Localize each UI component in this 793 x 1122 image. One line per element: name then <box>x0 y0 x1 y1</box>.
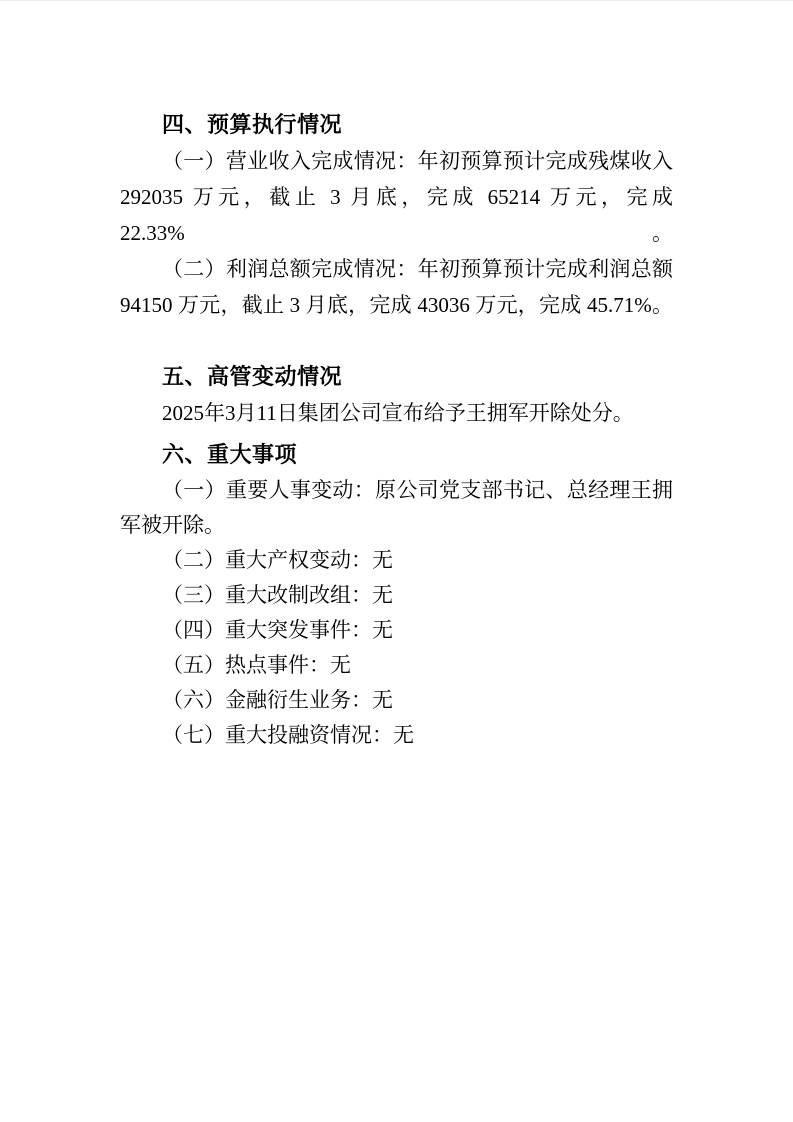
list-item-property-change: （二）重大产权变动：无 <box>162 548 393 572</box>
paragraph-line: 94150 万元，截止 3 月底，完成 43036 万元，完成 45.71%。 <box>120 293 673 317</box>
paragraph-revenue-completion <box>120 143 673 251</box>
list-item-investment-financing: （七）重大投融资情况：无 <box>162 723 414 747</box>
section-major-events <box>120 437 673 753</box>
paragraph-line: （二）利润总额完成情况：年初预算预计完成利润总额 <box>162 257 673 281</box>
paragraph-line: 2025年3月11日集团公司宣布给予王拥军开除处分。 <box>162 401 634 425</box>
paragraph-profit-completion <box>120 251 673 323</box>
list-item-restructuring: （三）重大改制改组：无 <box>162 583 393 607</box>
document-content <box>120 107 673 753</box>
paragraph-line: 军被开除。 <box>120 513 225 537</box>
paragraph-line: （一）营业收入完成情况：年初预算预计完成残煤收入 <box>162 149 673 173</box>
section-heading-executive-changes: 五、高管变动情况 <box>162 364 343 389</box>
section-budget-execution <box>120 107 673 323</box>
section-heading-major-events: 六、重大事项 <box>162 442 298 467</box>
list-item-emergencies: （四）重大突发事件：无 <box>162 618 393 642</box>
paragraph-line: （一）重要人事变动：原公司党支部书记、总经理王拥 <box>162 478 673 502</box>
section-executive-changes <box>120 359 673 431</box>
paragraph-personnel-change <box>120 473 673 543</box>
list-item-financial-derivatives: （六）金融衍生业务：无 <box>162 688 393 712</box>
major-events-list <box>120 543 673 753</box>
list-item-hot-events: （五）热点事件：无 <box>162 653 351 677</box>
paragraph-line: 292035 万元，截止 3 月底，完成 65214 万元，完成 22.33%。 <box>120 185 673 245</box>
paragraph-executive-dismissal <box>120 395 673 431</box>
section-heading-budget-execution: 四、预算执行情况 <box>162 112 343 137</box>
